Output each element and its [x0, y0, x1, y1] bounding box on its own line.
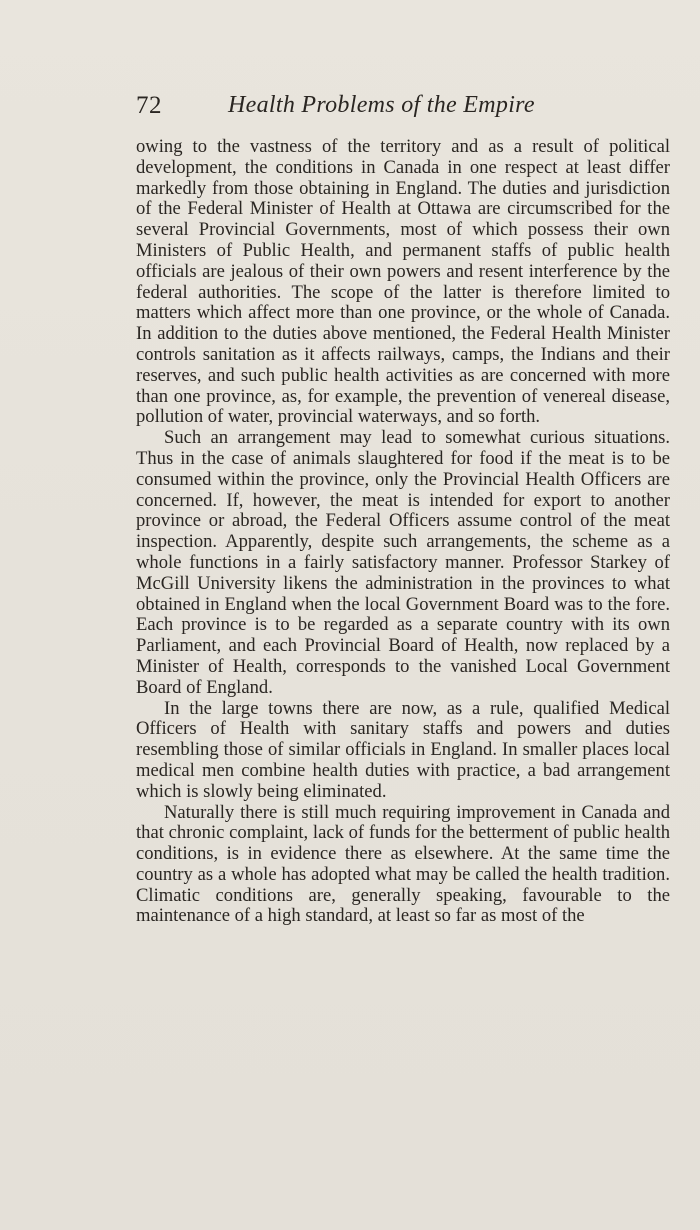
paragraph-3: In the large towns there are now, as a rule, qualified Medical Officers of Health with sanitary staffs and powers and duties resembling those of similar officials in England. In smaller places local medical men combine health duties with practice, a bad arrangement which is slowly being eliminated.	[136, 697, 670, 802]
paragraph-1: owing to the vastness of the territory and as a result of political development, the conditions in Canada in one respect at least differ markedly from those obtaining in England. The duties and jurisdiction of the Federal Minister of Health at Ottawa are circumscribed for the several Provincial Governments, most of which possess their own Ministers of Public Health, and permanent staffs of public health officials are jealous of their own powers and resent interference by the federal authorities. The scope of the latter is therefore limited to matters which affect more than one province, or the whole of Canada. In addition to the duties above mentioned, the Federal Health Minister controls sanitation as it affects railways, camps, the Indians and their reserves, and such public health activities as are concerned with more than one province, as, for example, the prevention of venereal disease, pollution of water, provincial waterways, and so forth.	[136, 136, 670, 428]
page-header	[136, 92, 670, 128]
running-title: Health Problems of the Empire	[228, 92, 535, 118]
paragraph-2: Such an arrangement may lead to somewhat curious situations. Thus in the case of animals slaughtered for food if the meat is to be consumed within the province, only the Provincial Health Officers are concerned. If, however, the meat is intended for export to another province or abroad, the Federal Officers assume control of the meat inspection. Apparently, despite such arrangements, the scheme as a whole functions in a fairly satisfactory manner. Professor Starkey of McGill University likens the administration in the provinces to what obtained in England when the local Government Board was to the fore. Each province is to be regarded as a separate country with its own Parliament, and each Provincial Board of Health, now replaced by a Minister of Health, corresponds to the vanished Local Government Board of England.	[136, 427, 670, 698]
body-text	[136, 137, 670, 927]
paragraph-4: Naturally there is still much requiring improvement in Canada and that chronic complaint, lack of funds for the betterment of public health conditions, is in evidence there as elsewhere. At the same time the country as a whole has adopted what may be called the health tradition. Climatic conditions are, generally speaking, favourable to the maintenance of a high standard, at least so far as most of the	[136, 801, 670, 927]
page-number: 72	[136, 92, 162, 119]
